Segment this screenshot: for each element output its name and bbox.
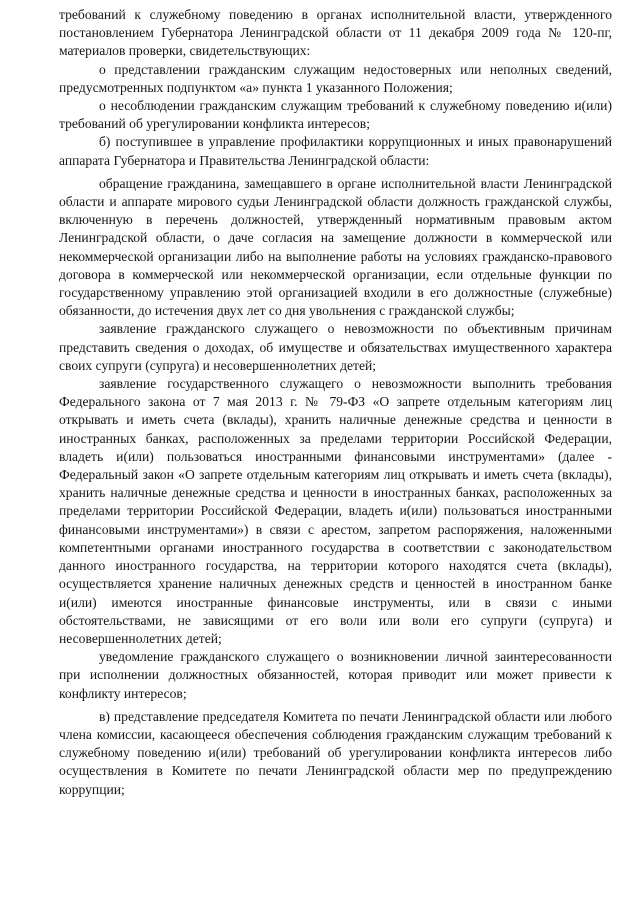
paragraph-item-v: в) представление председателя Комитета по печати Ленинградской области или любого члена комиссии, касающееся обеспечения соблюдения гражданским служащим требований к служебному поведению и(или) требований об урегулировании конфликта интересов либо осуществления в Комитете по печати Ленинградской области мер по предупреждению коррупции;	[59, 708, 612, 797]
paragraph-citizen-appeal: обращение гражданина, замещавшего в органе исполнительной власти Ленинградской области и аппарате мирового судьи Ленинградской области должность гражданской службы, включенную в перечень должностей, утвержденный нормативным правовым актом Ленинградской области, о даче согласия на замещение должности в коммерческой или некоммерческой организации либо на выполнение работы на условиях гражданско-правового договора в коммерческой или некоммерческой организации, если отдельные функции по государственному управлению этой организацией входили в его должностные (служебные) обязанности, до истечения двух лет со дня увольнения с гражданской службы;	[59, 175, 612, 319]
paragraph-income-statement: заявление гражданского служащего о невозможности по объективным причинам представить сведения о доходах, об имуществе и обязательствах имущественного характера своих супруги (супруга) и несовершеннолетних детей;	[59, 321, 612, 373]
paragraph-false-information: о представлении гражданским служащим недостоверных или неполных сведений, предусмотренных подпунктом «а» пункта 1 указанного Положения;	[59, 61, 612, 95]
paragraph-item-b: б) поступившее в управление профилактики коррупционных и иных правонарушений аппарата Губернатора и Правительства Ленинградской области:	[59, 134, 612, 168]
paragraph-non-compliance: о несоблюдении гражданским служащим требований к служебному поведению и(или) требований об урегулировании конфликта интересов;	[59, 98, 612, 132]
paragraph-continuation: требований к служебному поведению в органах исполнительной власти, утвержденного постановлением Губернатора Ленинградской области от 11 декабря 2009 года № 120-пг, материалов проверки, свидетельствующих:	[59, 7, 612, 59]
paragraph-conflict-notice: уведомление гражданского служащего о возникновении личной заинтересованности при исполнении должностных обязанностей, которая приводит или может привести к конфликту интересов;	[59, 649, 612, 701]
paragraph-foreign-accounts: заявление государственного служащего о невозможности выполнить требования Федерального закона от 7 мая 2013 г. № 79-ФЗ «О запрете отдельным категориям лиц открывать и иметь счета (вклады), хранить наличные денежные средства и ценности в иностранных банках, расположенных за пределами территории Российской Федерации, владеть и(или) пользоваться иностранными финансовыми инструментами» (далее - Федеральный закон «О запрете отдельным категориям лиц открывать и иметь счета (вклады), хранить наличные денежные средства и ценности в иностранных банках, расположенных за пределами территории Российской Федерации, владеть и(или) пользоваться иностранными финансовыми инструментами») в связи с арестом, запретом распоряжения, наложенными компетентными органами иностранного государства в соответствии с законодательством данного иностранного государства, на территории которого находятся счета (вклады), осуществляется хранение наличных денежных средств и ценностей в иностранном банке и(или) имеются иностранные финансовые инструменты, или в связи с иными обстоятельствами, не зависящими от его воли или воли его супруги (супруга) и несовершеннолетних детей;	[59, 376, 612, 646]
